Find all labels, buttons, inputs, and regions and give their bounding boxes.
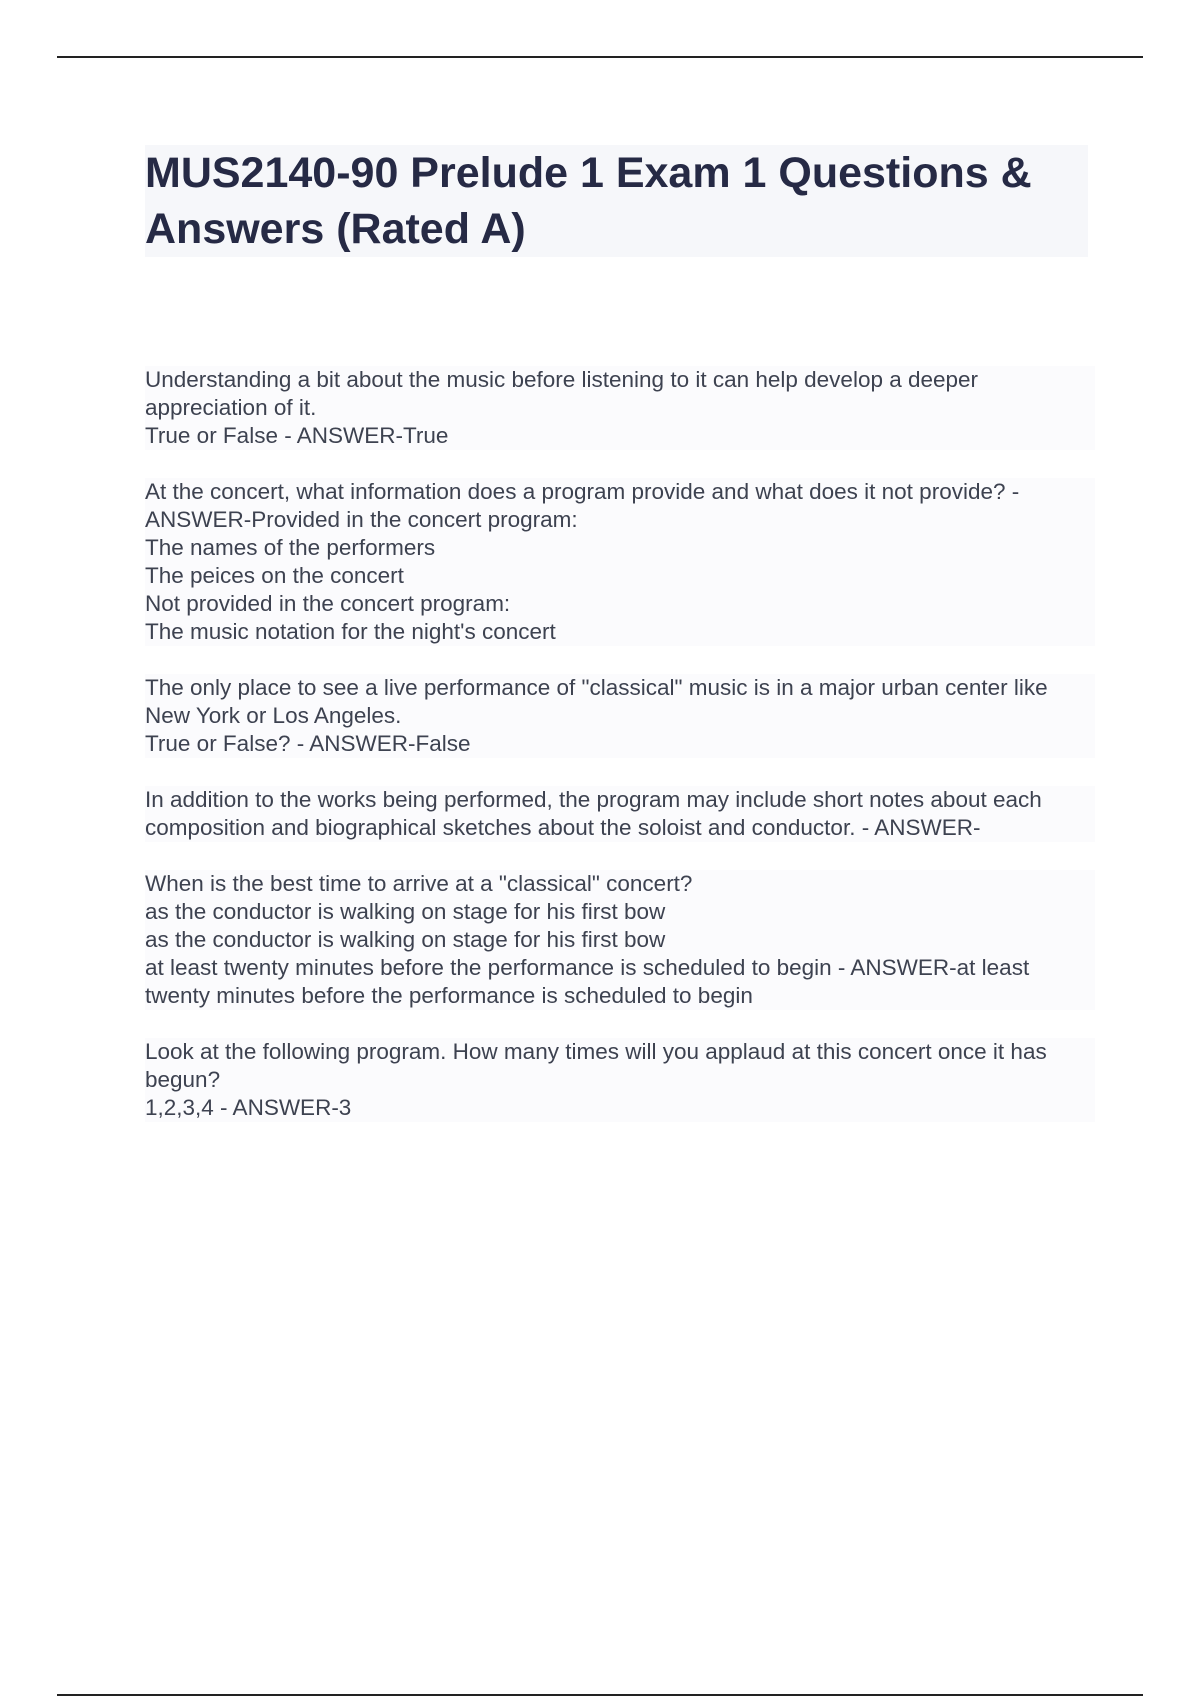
document-title: MUS2140-90 Prelude 1 Exam 1 Questions & Answers (Rated A) — [145, 149, 1032, 253]
top-rule — [57, 56, 1143, 58]
qa-item: When is the best time to arrive at a "classical" concert? as the conductor is walking on stage for his first bow as the conductor is walking on stage for his first bow at least twenty minutes before the performance is scheduled to begin - ANSWER-at least twenty minutes before the performance is scheduled to begin — [145, 870, 1095, 1010]
qa-item: Look at the following program. How many times will you applaud at this concert once it has begun? 1,2,3,4 - ANSWER-3 — [145, 1038, 1095, 1122]
qa-item: The only place to see a live performance of "classical" music is in a major urban center like New York or Los Angeles. True or False? - ANSWER-False — [145, 674, 1095, 758]
qa-item: At the concert, what information does a program provide and what does it not provide? - ANSWER-Provided in the concert program: The names of the performers The peices on the concert Not provided in the concert program: The music notation for the night's concert — [145, 478, 1095, 646]
title-block — [145, 145, 1088, 257]
qa-item: Understanding a bit about the music before listening to it can help develop a deeper appreciation of it. True or False - ANSWER-True — [145, 366, 1095, 450]
bottom-rule — [57, 1694, 1143, 1696]
qa-list — [145, 366, 1095, 1150]
qa-item: In addition to the works being performed, the program may include short notes about each composition and biographical sketches about the soloist and conductor. - ANSWER- — [145, 786, 1095, 842]
